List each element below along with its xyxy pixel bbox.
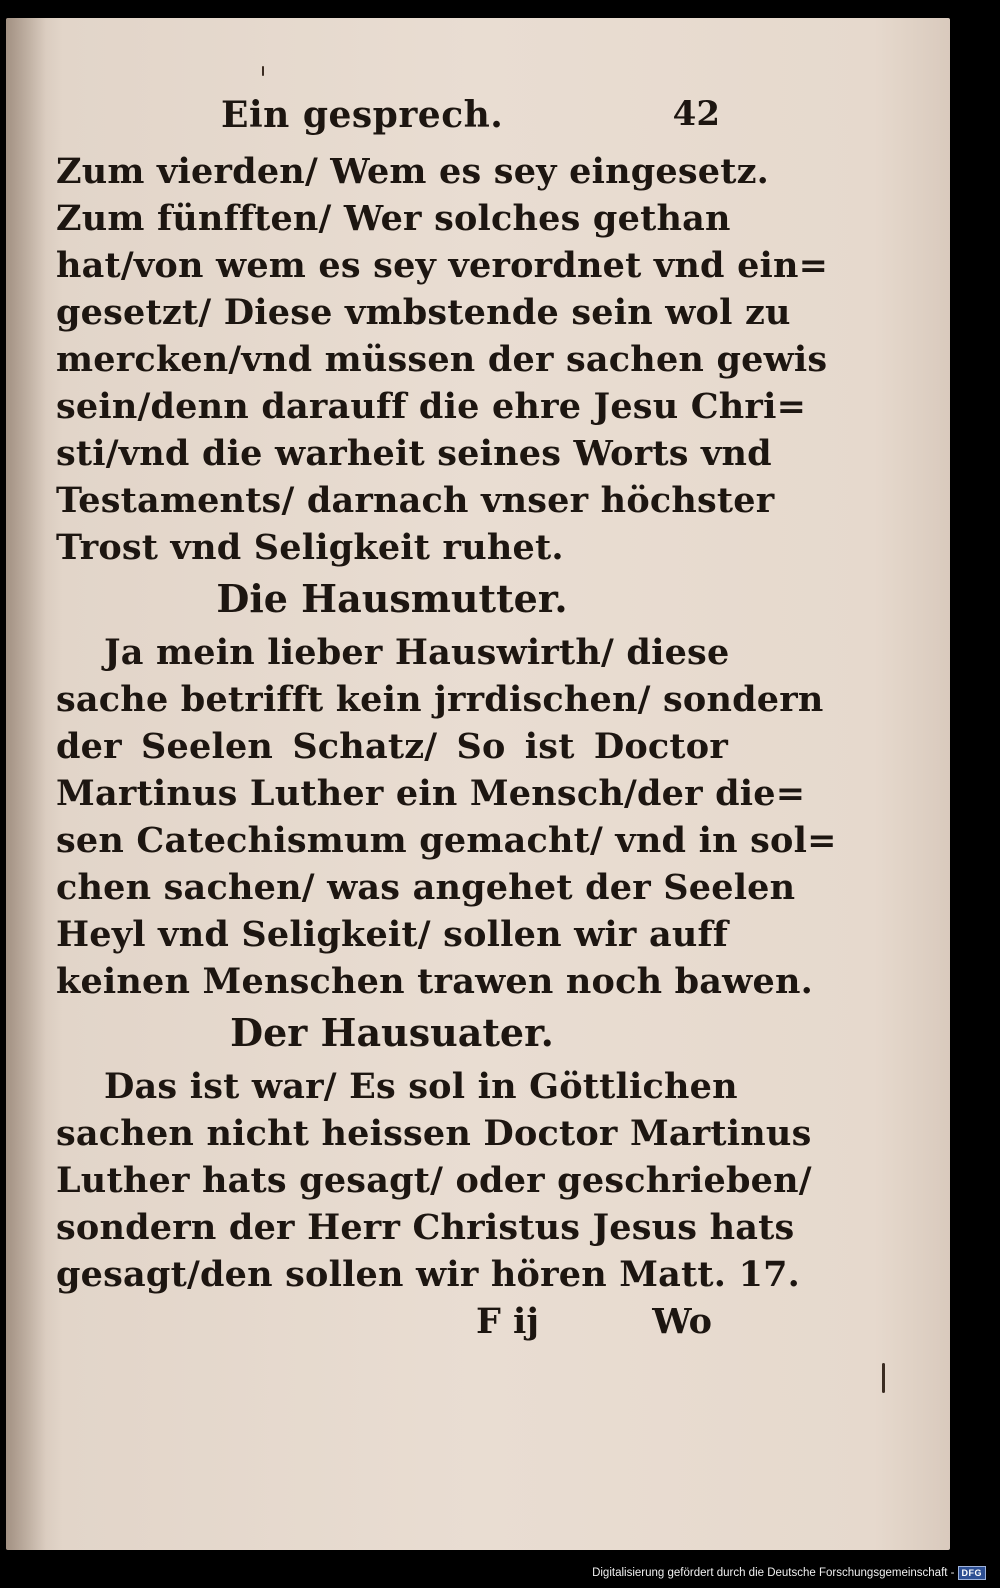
digitization-credit: [592, 1564, 986, 1582]
text-line: hat/von wem es sey verordnet vnd ein=: [56, 245, 829, 286]
text-line: sache betrifft kein jrrdischen/ sondern: [56, 679, 824, 720]
text-line: Zum fünfften/ Wer solches gethan: [56, 198, 731, 239]
text-line: der Seelen Schatz/ So ist Doctor: [56, 726, 728, 767]
text-line: Luther hats gesagt/ oder geschrieben/: [56, 1160, 812, 1201]
text-line: Heyl vnd Seligkeit/ sollen wir auff: [56, 914, 728, 955]
text-line: gesagt/den sollen wir hören Matt. 17.: [56, 1254, 801, 1295]
text-line: sen Catechismum gemacht/ vnd in sol=: [56, 820, 837, 861]
text-line: Ja mein lieber Hauswirth/ diese: [104, 632, 730, 673]
catchword: Wo: [652, 1301, 712, 1342]
speaker-heading: Der Hausuater.: [230, 1010, 554, 1055]
text-line: sondern der Herr Christus Jesus hats: [56, 1207, 795, 1248]
gutter-shadow: [6, 18, 46, 1550]
text-line: Testaments/ darnach vnser höchster: [56, 480, 775, 521]
signature-mark: F ij: [476, 1301, 539, 1342]
text-line: keinen Menschen trawen noch bawen.: [56, 961, 814, 1002]
text-block: [56, 88, 837, 1348]
text-line: Zum vierden/ Wem es sey eingesetz.: [56, 151, 770, 192]
dfg-logo: DFG: [958, 1566, 987, 1580]
text-line: gesetzt/ Diese vmbstende sein wol zu: [56, 292, 791, 333]
page-number: 42: [672, 94, 720, 134]
credit-text: Digitalisierung gefördert durch die Deutsche Forschungsgemeinschaft -: [592, 1567, 955, 1579]
text-line: sachen nicht heissen Doctor Martinus: [56, 1113, 812, 1154]
paragraph-3: [56, 1063, 812, 1298]
ink-speck: [882, 1363, 885, 1393]
text-line: sti/vnd die warheit seines Worts vnd: [56, 433, 772, 474]
text-line: Trost vnd Seligkeit ruhet.: [56, 527, 564, 568]
text-line: mercken/vnd müssen der sachen gewis: [56, 339, 828, 380]
text-line: sein/denn darauff die ehre Jesu Chri=: [56, 386, 807, 427]
running-head: [56, 88, 728, 148]
text-line: Martinus Luther ein Mensch/der die=: [56, 773, 806, 814]
paragraph-1: [56, 148, 829, 571]
paragraph-2: [56, 629, 837, 1005]
text-line: chen sachen/ was angehet der Seelen: [56, 867, 796, 908]
speaker-heading: Die Hausmutter.: [216, 576, 568, 621]
running-title: Ein gesprech.: [221, 94, 504, 136]
book-page: [6, 18, 950, 1550]
catchword-row: [56, 1298, 728, 1348]
text-line: Das ist war/ Es sol in Göttlichen: [104, 1066, 738, 1107]
ink-speck: [262, 66, 264, 76]
